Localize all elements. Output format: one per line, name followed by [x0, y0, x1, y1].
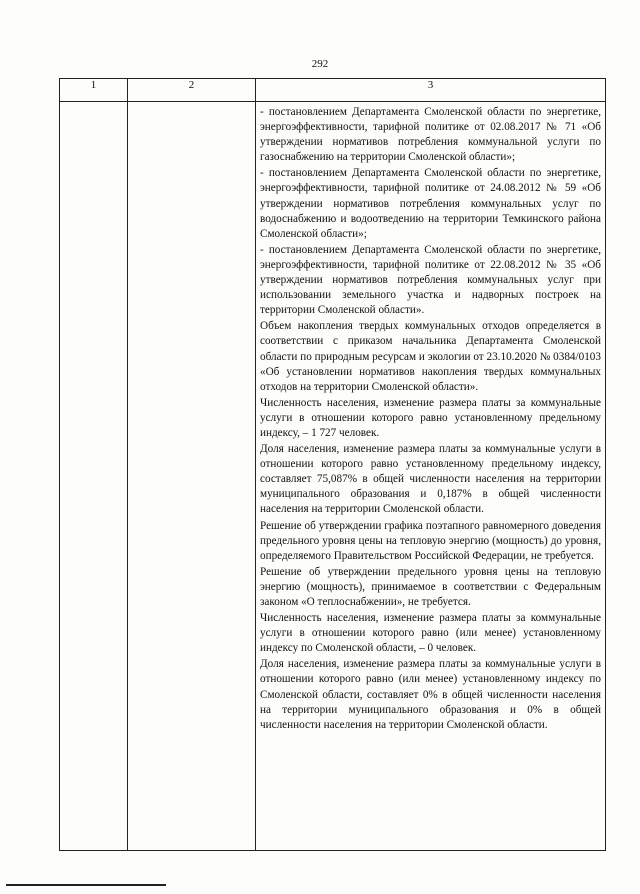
paragraph-waste-volume: Объем накопления твердых коммунальных отходов определяется в соответствии с приказом начальника Департамента Смоленской области по природным ресурсам и экологии от 23.10.2020 № 0384/0103 «Об установлении нормативов накопления твердых коммунальных отходов на территории Смоленской области».	[260, 320, 601, 393]
cell-column-1	[60, 102, 128, 851]
cell-column-3	[256, 102, 606, 851]
page-number: 292	[311, 58, 329, 70]
table-header-row	[60, 79, 606, 102]
paragraph-heat-schedule: Решение об утверждении графика поэтапного равномерного доведения предельного уровня цены на тепловую энергию (мощность) до уровня, определяемого Правительством Российской Федерации, не требуется.	[260, 519, 601, 562]
cell-column-2	[128, 102, 256, 851]
paragraph-population-share-regional: Доля населения, изменение размера платы за коммунальные услуги в отношении которого равно (или менее) установленному индексу по Смоленской области, составляет 0% в общей численности населения на территории муниципального образования и 0% в общей численности населения на территории Смоленской области.	[260, 658, 601, 731]
column-header-2: 2	[128, 79, 256, 102]
document-table	[59, 78, 606, 851]
paragraph-decree-gas: - постановлением Департамента Смоленской области по энергетике, энергоэффективности, тарифной политике от 02.08.2017 № 71 «Об утверждении нормативов потребления коммунальной услуги по газоснабжению на территории Смоленской области»;	[260, 106, 601, 164]
paragraph-decree-land: - постановлением Департамента Смоленской области по энергетике, энергоэффективности, тарифной политике от 22.08.2012 № 35 «Об утверждении нормативов потребления коммунальных услуг при использовании земельного участка и надворных построек на территории Смоленской области».	[260, 243, 601, 317]
table-row	[60, 102, 606, 851]
footer-rule	[6, 884, 166, 886]
paragraph-population-count: Численность населения, изменение размера платы за коммунальные услуги в отношении которого равно установленному предельному индексу, – 1 727 человек.	[260, 396, 601, 439]
paragraph-population-count-regional: Численность населения, изменение размера платы за коммунальные услуги в отношении которого равно (или менее) установленному индексу по Смоленской области, – 0 человек.	[260, 612, 601, 655]
paragraph-heat-price: Решение об утверждении предельного уровня цены на тепловую энергию (мощность), принимаемое в соответствии с Федеральным законом «О теплоснабжении», не требуется.	[260, 565, 601, 608]
paragraph-population-share: Доля населения, изменение размера платы за коммунальные услуги в отношении которого равно установленному предельному индексу, составляет 75,087% в общей численности населения на территории муниципального образования и 0,187% в общей численности населения на территории Смоленской области.	[260, 443, 601, 516]
column-header-3: 3	[256, 79, 606, 102]
paragraph-decree-water: - постановлением Департамента Смоленской области по энергетике, энергоэффективности, тарифной политике от 24.08.2012 № 59 «Об утверждении нормативов потребления коммунальных услуг по водоснабжению и водоотведению на территории Темкинского района Смоленской области»;	[260, 167, 601, 240]
column-header-1: 1	[60, 79, 128, 102]
